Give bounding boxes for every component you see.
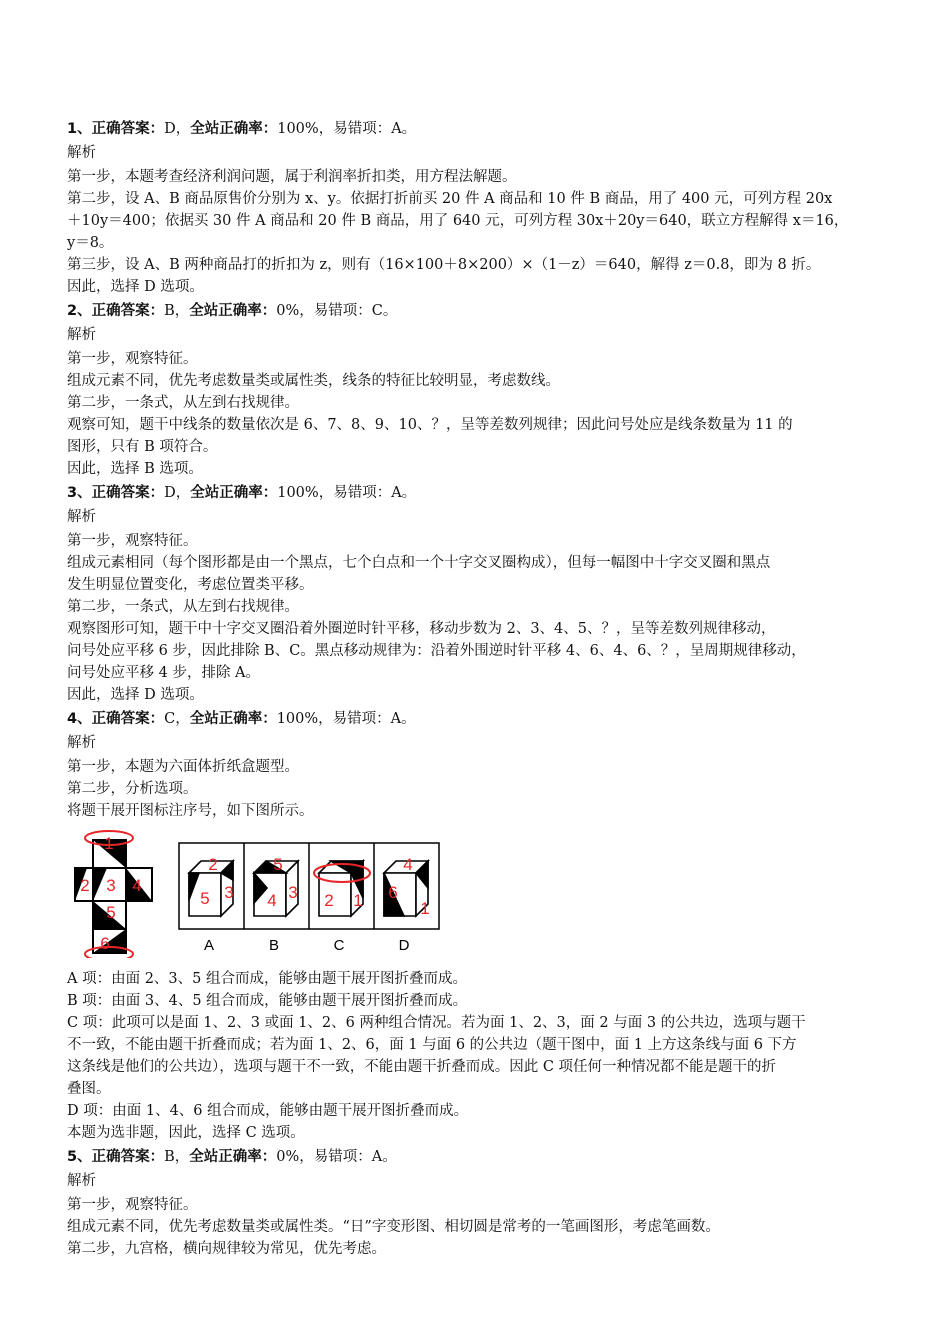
q3-line: 第二步，一条式，从左到右找规律。	[67, 599, 299, 615]
cube-a-front-label: 5	[200, 889, 210, 908]
q2-rate-value: 0%，易错项：C。	[276, 303, 398, 319]
q3-line: 因此，选择 D 选项。	[67, 687, 204, 703]
cube-b-top-label: 5	[273, 855, 283, 874]
q5-rate-label: 全站正确率：	[189, 1149, 277, 1165]
q3-answer-value: D，	[164, 485, 191, 501]
q1-line: ＋10y＝400；依据买 30 件 A 商品和 20 件 B 商品，用了 640 元，可列方程 30x＋20y＝640，联立方程解得 x＝16，	[67, 213, 849, 229]
document-page	[67, 116, 887, 1260]
q4-line: 第二步，分析选项。	[67, 781, 198, 797]
q2-answer-prefix: 2、正确答案：	[67, 303, 165, 319]
q4-line: 不一致，不能由题干折叠而成；若为面 1、2、6，面 1 与面 6 的公共边（题干图中，面 1 上方这条线与面 6 下方	[67, 1037, 797, 1053]
q1-analysis-heading: 解析	[67, 145, 96, 161]
net-label-1: 1	[104, 834, 114, 853]
cube-a-top-label: 2	[208, 855, 218, 874]
q2-line: 因此，选择 B 选项。	[67, 461, 203, 477]
q4-line: 本题为选非题，因此，选择 C 选项。	[67, 1125, 305, 1141]
q1-line: 第二步，设 A、B 商品原售价分别为 x、y。依据打折前买 20 件 A 商品和 10 件 B 商品，用了 400 元，可列方程 20x	[67, 191, 833, 207]
q5-answer-line	[67, 1146, 887, 1168]
cube-d-side-label: 1	[420, 899, 430, 918]
q5-analysis-heading: 解析	[67, 1173, 96, 1189]
cube-c-front-label: 2	[324, 891, 334, 910]
q1-answer-prefix: 1、正确答案：	[67, 121, 165, 137]
q5-line: 第二步，九宫格，横向规律较为常见，优先考虑。	[67, 1241, 386, 1257]
net-label-4: 4	[132, 876, 142, 895]
q3-answer-line	[67, 482, 887, 504]
q1-line: 第三步，设 A、B 两种商品打的折扣为 z，则有（16×100＋8×200）×（1－z）＝640，解得 z＝0.8，即为 8 折。	[67, 257, 821, 273]
q4-line: 第一步，本题为六面体折纸盒题型。	[67, 759, 299, 775]
q5-answer-value: B，	[164, 1149, 190, 1165]
q4-line: 这条线是他们的公共边），选项与题干不一致，不能由题干折叠而成。因此 C 项任何一种情况都不能是题干的折	[67, 1059, 777, 1075]
q3-analysis-heading: 解析	[67, 509, 96, 525]
q2-answer-line	[67, 300, 887, 322]
cube-net-figure	[67, 828, 887, 958]
q4-line: C 项：此项可以是面 1、2、3 或面 1、2、6 两种组合情况。若为面 1、2、3，面 2 与面 3 的公共边，选项与题干	[67, 1015, 806, 1031]
net-label-5: 5	[106, 903, 116, 922]
q2-rate-label: 全站正确率：	[189, 303, 277, 319]
q3-line: 问号处应平移 6 步，因此排除 B、C。黑点移动规律为：沿着外围逆时针平移 4、6、4、6、？，呈周期规律移动，	[67, 643, 806, 659]
q4-analysis-heading: 解析	[67, 735, 96, 751]
q3-line: 问号处应平移 4 步，排除 A。	[67, 665, 261, 681]
q4-rate-label: 全站正确率：	[189, 711, 277, 727]
option-label-a: A	[203, 937, 215, 954]
q3-line: 发生明显位置变化，考虑位置类平移。	[67, 577, 314, 593]
option-label-d: D	[398, 937, 410, 954]
net-label-2: 2	[80, 876, 90, 895]
q4-line: 将题干展开图标注序号，如下图所示。	[67, 803, 314, 819]
option-label-b: B	[268, 937, 280, 954]
q4-line: D 项：由面 1、4、6 组合而成，能够由题干展开图折叠而成。	[67, 1103, 469, 1119]
q4-line: B 项：由面 3、4、5 组合而成，能够由题干展开图折叠而成。	[67, 993, 468, 1009]
q2-line: 组成元素不同，优先考虑数量类或属性类，线条的特征比较明显，考虑数线。	[67, 373, 560, 389]
q4-answer-value: C，	[164, 711, 190, 727]
q2-line: 第二步，一条式，从左到右找规律。	[67, 395, 299, 411]
cube-a-side-label: 3	[224, 883, 234, 902]
cube-d-top-label: 4	[403, 855, 413, 874]
q4-answer-line	[67, 708, 887, 730]
q2-line: 观察可知，题干中线条的数量依次是 6、7、8、9、10、？，呈等差数列规律；因此问号处应是线条数量为 11 的	[67, 417, 793, 433]
cube-figure-svg	[67, 828, 447, 958]
q3-line: 组成元素相同（每个图形都是由一个黑点，七个白点和一个十字交叉圈构成），但每一幅图中十字交叉圈和黑点	[67, 555, 771, 571]
q5-rate-value: 0%，易错项：A。	[276, 1149, 397, 1165]
cube-b-front-label: 4	[267, 891, 277, 910]
net-label-3: 3	[106, 876, 116, 895]
cube-c-side-label: 1	[353, 891, 363, 910]
q3-line: 第一步，观察特征。	[67, 533, 198, 549]
q5-answer-prefix: 5、正确答案：	[67, 1149, 165, 1165]
option-label-c: C	[333, 937, 345, 954]
q1-rate-label: 全站正确率：	[190, 121, 278, 137]
q2-analysis-heading: 解析	[67, 327, 96, 343]
q1-line: y＝8。	[67, 235, 114, 251]
q1-answer-line	[67, 118, 887, 140]
q3-answer-prefix: 3、正确答案：	[67, 485, 165, 501]
q5-line: 第一步，观察特征。	[67, 1197, 198, 1213]
q4-rate-value: 100%，易错项：A。	[276, 711, 416, 727]
q3-rate-label: 全站正确率：	[190, 485, 278, 501]
q4-line: 叠图。	[67, 1081, 111, 1097]
q2-answer-value: B，	[164, 303, 190, 319]
q1-line: 第一步，本题考查经济利润问题，属于利润率折扣类，用方程法解题。	[67, 169, 517, 185]
q3-rate-value: 100%，易错项：A。	[277, 485, 417, 501]
q2-line: 图形，只有 B 项符合。	[67, 439, 218, 455]
q1-rate-value: 100%，易错项：A。	[277, 121, 417, 137]
q4-answer-prefix: 4、正确答案：	[67, 711, 165, 727]
q3-line: 观察图形可知，题干中十字交叉圈沿着外圈逆时针平移，移动步数为 2、3、4、5、？，呈等差数列规律移动，	[67, 621, 776, 637]
q2-line: 第一步，观察特征。	[67, 351, 198, 367]
q4-line: A 项：由面 2、3、5 组合而成，能够由题干展开图折叠而成。	[67, 971, 467, 987]
q1-answer-value: D，	[164, 121, 191, 137]
q1-line: 因此，选择 D 选项。	[67, 279, 204, 295]
cube-d-front-label: 6	[388, 883, 398, 902]
q5-line: 组成元素不同，优先考虑数量类或属性类。“日”字变形图、相切圆是常考的一笔画图形，考虑笔画数。	[67, 1219, 720, 1235]
net-label-6: 6	[100, 934, 110, 953]
cube-b-side-label: 3	[288, 883, 298, 902]
